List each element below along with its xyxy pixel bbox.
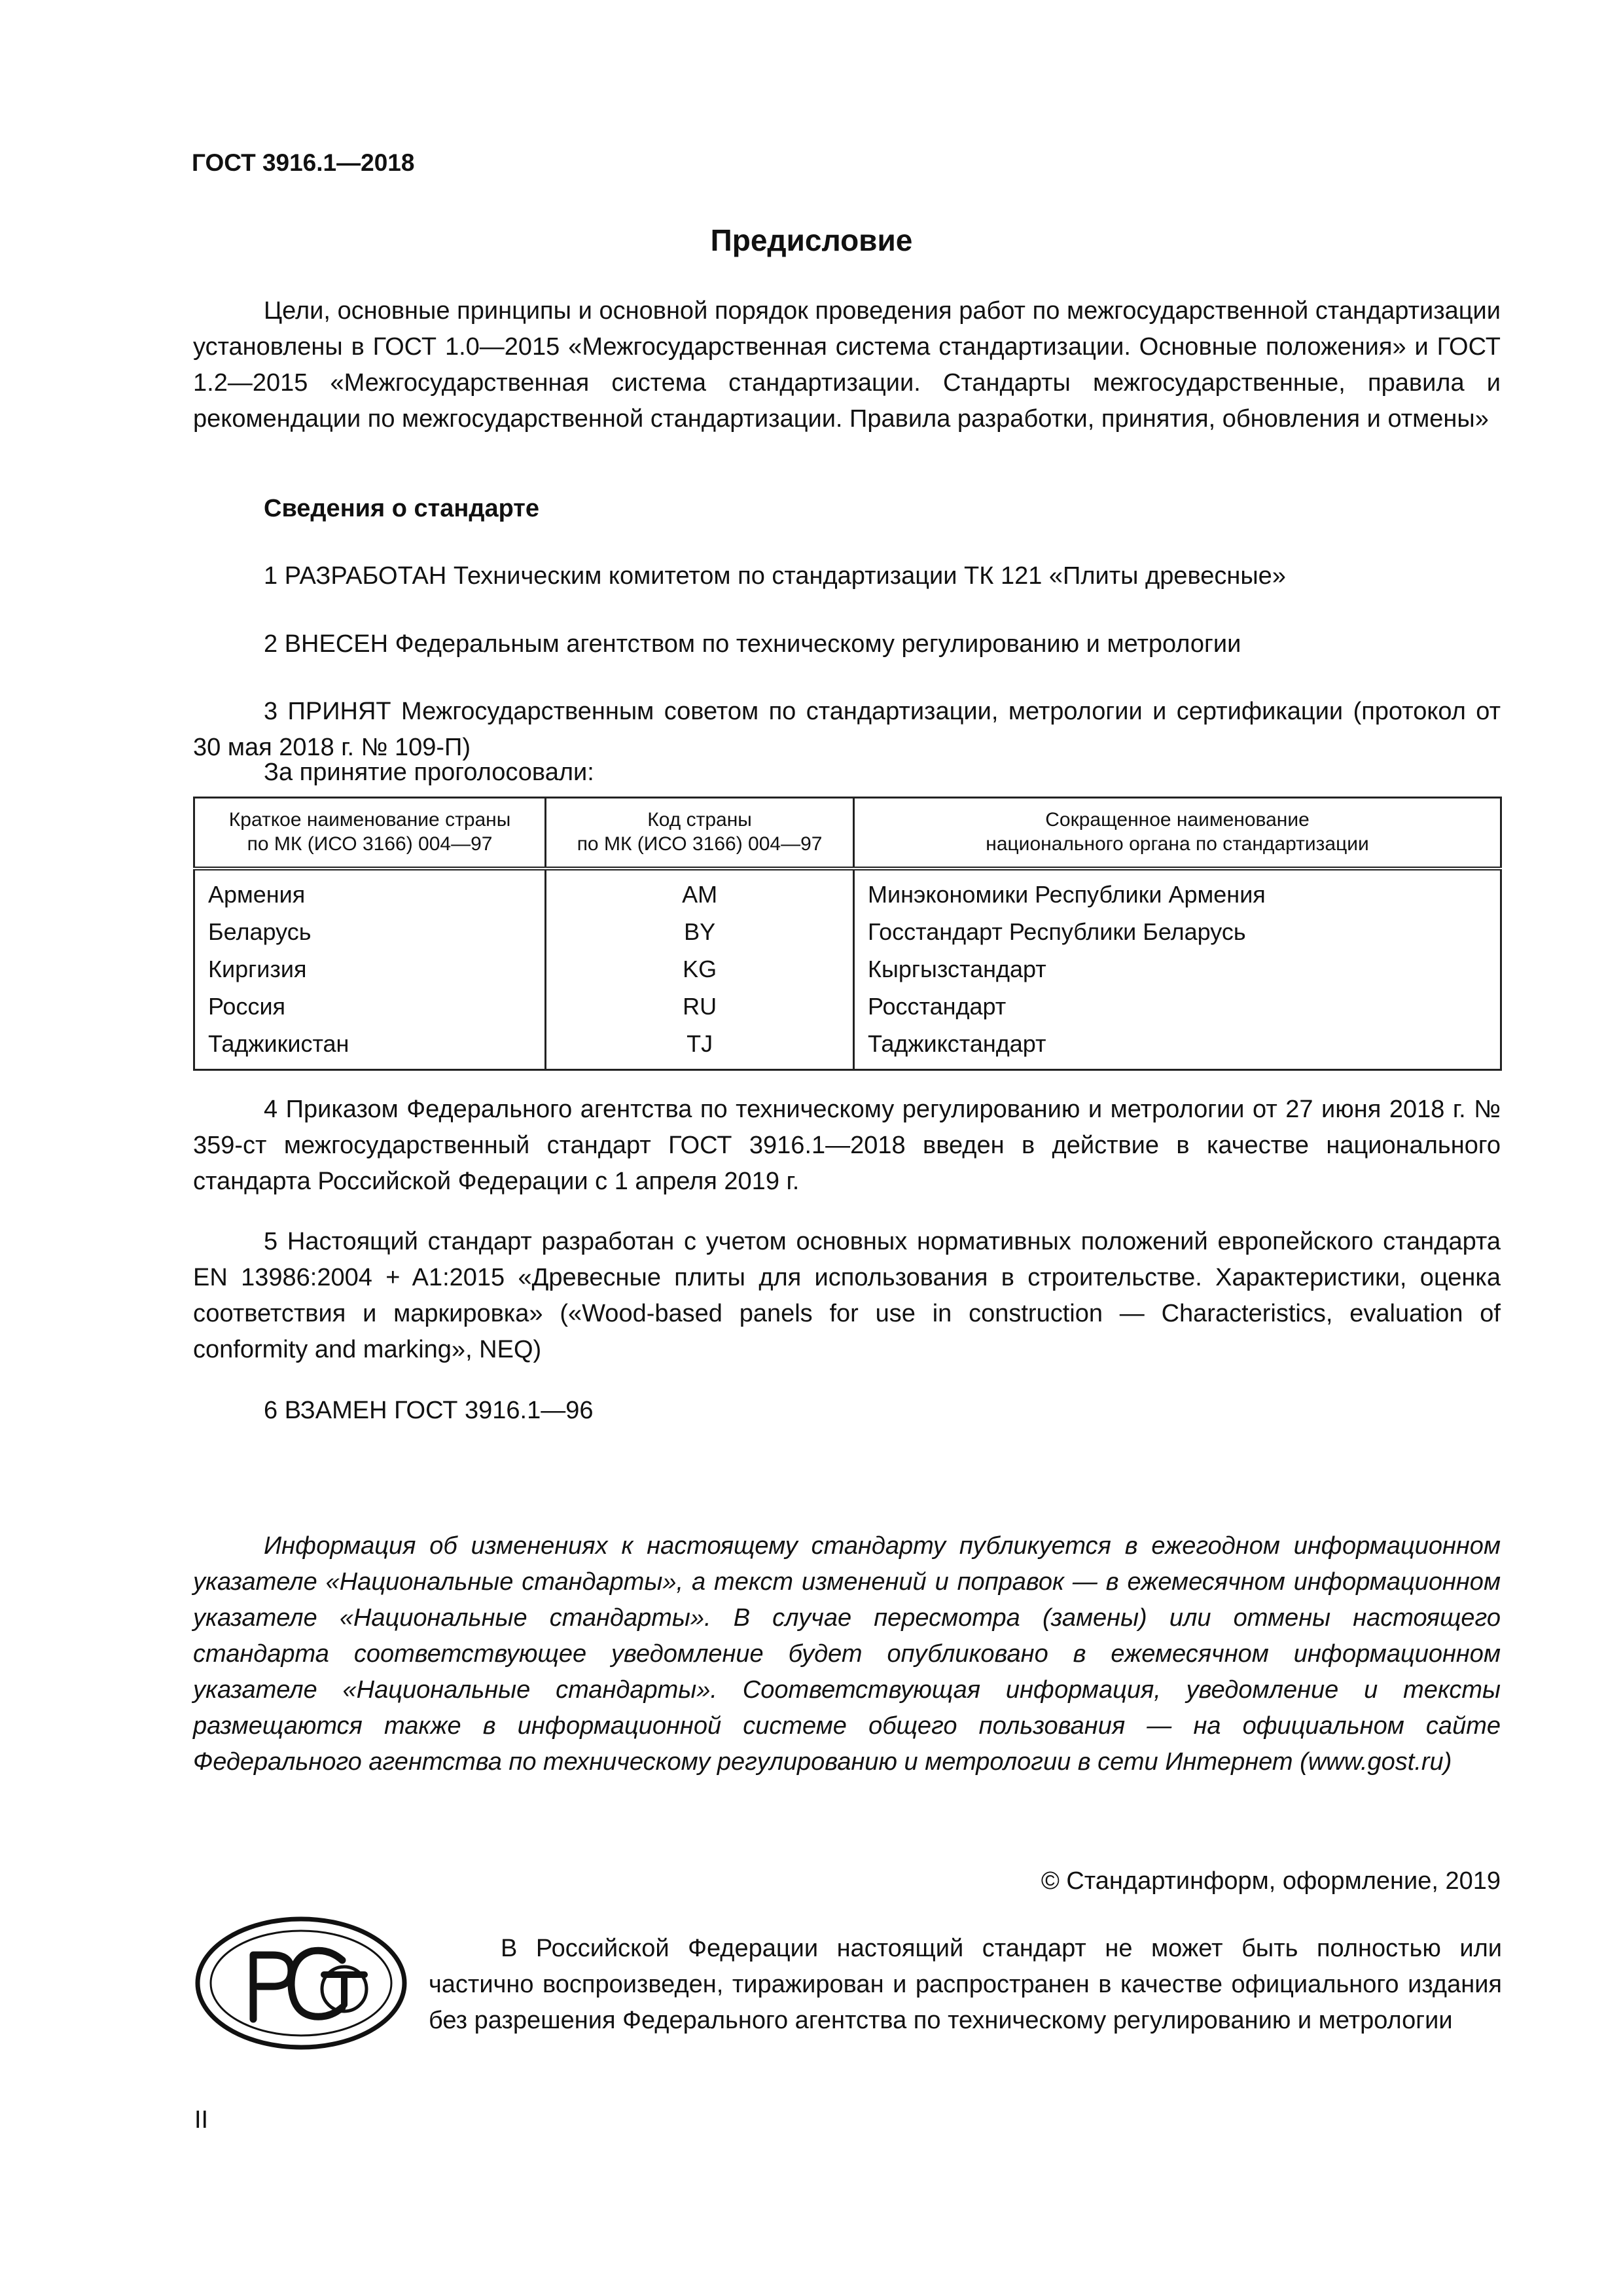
country-cell: Киргизия <box>194 950 546 988</box>
voted-label: За принятие проголосовали: <box>264 759 594 786</box>
code-cell: KG <box>546 950 854 988</box>
section-heading: Сведения о стандарте <box>264 495 540 522</box>
body-cell: Госстандарт Республики Беларусь <box>854 913 1501 950</box>
code-cell: RU <box>546 988 854 1025</box>
changes-info: Информация об изменениях к настоящему стандарту публикуется в ежегодном информационном указателе «Национальные стандарты», а текст изменений и поправок — в ежемесячном информационном указателе «Национальные стандарты». В случае пересмотра (замены) или отмены настоящего стандарта соответствующее уведомление будет опубликовано в ежемесячном информационном указателе «Национальные стандарты». Соответствующая информация, уведомление и тексты размещаются также в информационной системе общего пользования — на официальном сайте Федерального агентства по техническому регулированию и метрологии в сети Интернет (www.gost.ru) <box>193 1532 1501 1776</box>
body-cell: Минэкономики Республики Армения <box>854 869 1501 913</box>
table-row <box>194 869 1501 913</box>
table-row <box>194 950 1501 988</box>
country-cell: Беларусь <box>194 913 546 950</box>
code-cell: TJ <box>546 1025 854 1070</box>
body-cell: Таджикстандарт <box>854 1025 1501 1070</box>
page-number: II <box>194 2106 209 2134</box>
header-national-body: Сокращенное наименование национального органа по стандартизации <box>854 798 1501 869</box>
item-1: 1 РАЗРАБОТАН Техническим комитетом по стандартизации ТК 121 «Плиты древесные» <box>264 562 1286 590</box>
item-2: 2 ВНЕСЕН Федеральным агентством по техническому регулированию и метрологии <box>264 630 1241 658</box>
intro-paragraph: Цели, основные принципы и основной порядок проведения работ по межгосударственной стандартизации установлены в ГОСТ 1.0—2015 «Межгосударственная система стандартизации. Основные положения» и ГОСТ 1.2—2015 «Межгосударственная система стандартизации. Стандарты межгосударственные, правила и рекомендации по межгосударственной стандартизации. Правила разработки, принятия, обновления и отмены» <box>193 297 1501 433</box>
country-cell: Армения <box>194 869 546 913</box>
reproduction-notice: В Российской Федерации настоящий стандарт не может быть полностью или частично воспроизведен, тиражирован и распространен в качестве официального издания без разрешения Федерального агентства по техническому регулированию и метрологии <box>429 1935 1502 2034</box>
header-country-name: Краткое наименование страны по МК (ИСО 3166) 004—97 <box>194 798 546 869</box>
copyright-line: © Стандартинформ, оформление, 2019 <box>1041 1867 1501 1895</box>
table-row <box>194 913 1501 950</box>
voting-table <box>193 797 1502 1071</box>
table-header-row <box>194 798 1501 869</box>
body-cell: Росстандарт <box>854 988 1501 1025</box>
item-6: 6 ВЗАМЕН ГОСТ 3916.1—96 <box>264 1397 594 1424</box>
header-country-code: Код страны по МК (ИСО 3166) 004—97 <box>546 798 854 869</box>
item-5: 5 Настоящий стандарт разработан с учетом основных нормативных положений европейского стандарта EN 13986:2004 + A1:2015 «Древесные плиты для использования в строительстве. Характеристики, оценка соответствия и маркировка» («Wood-based panels for use in construction — Characteristics, evaluation of conformity and marking», NEQ) <box>193 1228 1501 1363</box>
item-4: 4 Приказом Федерального агентства по техническому регулированию и метрологии от 27 июня 2018 г. № 359-ст межгосударственный стандарт ГОСТ 3916.1—2018 введен в действие в качестве национального стандарта Российской Федерации с 1 апреля 2019 г. <box>193 1096 1501 1195</box>
item-3: 3 ПРИНЯТ Межгосударственным советом по стандартизации, метрологии и сертификации (протокол от 30 мая 2018 г. № 109-П) <box>193 698 1501 761</box>
code-cell: BY <box>546 913 854 950</box>
country-cell: Таджикистан <box>194 1025 546 1070</box>
page-title: Предисловие <box>710 223 913 257</box>
table-row <box>194 988 1501 1025</box>
country-cell: Россия <box>194 988 546 1025</box>
body-cell: Кыргызстандарт <box>854 950 1501 988</box>
code-cell: AM <box>546 869 854 913</box>
rst-certification-mark-icon <box>193 1914 409 2052</box>
table-row <box>194 1025 1501 1070</box>
document-code: ГОСТ 3916.1—2018 <box>192 149 415 176</box>
